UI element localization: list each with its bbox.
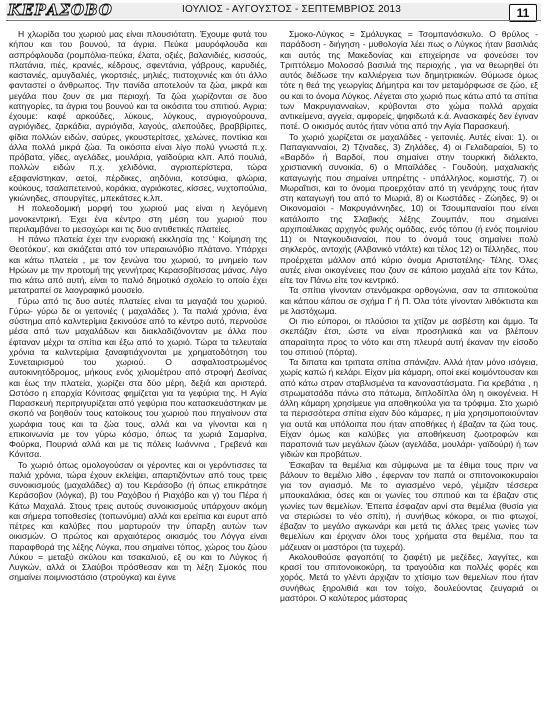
paragraph: Οι πιο εύποροι, οι πλούσιοι τα χτίζαν με ασβέστη και άμμο. Τα σκεπάζαν έτσι, ώστε να είναι προσηλιακά και να βλέπουν απαραίτητα προς το νότο και στη πλευρά αυτή έκαναν την είσοδο του σπιτιού (πόρτα).: [280, 316, 538, 357]
header-rule: [6, 20, 541, 21]
left-article-column: [9, 29, 267, 713]
paragraph: Τα σπίτια γίνονταν στενόμακρα ορθογώνια, σαν τα σπιτοκούτια και κάπου κάπου σε σχήμα Γ ή Π. Όλα τότε γίνονταν λιθόκτιστα και με λαστόχωμα.: [280, 285, 538, 316]
page-number-badge: 11: [509, 4, 537, 22]
paragraph: Τα διπατα και τριπατα σπίτια σπάνιζαν. Αλλά ήταν μόνο ισόγεια, χωρίς καπώ ή κελάρι. Είχαν μία κάμαρη, οποί εκεί κοιμόντουσαν και από κάτω στραν σταβλισμένα τα κανοναστάσματα. Για κρεβάτια , η στρωματσάδα πάνω στο πάτωμα, διπλοδίπλα όλη η οικογένεια. Η άλλη κάμαρη χρησίμευε για αποθηκούλα για τα τρόφιμα. Στο χωριό τα περισσότερα σπίτια είχαν δύο κάμαρες, η μία χρησιμοποιούνταν για ουτά και υπόλοιπα που ήταν αποθήκες ή έβαζαν τα ζώα τους. Είχαν όμως και καλύβες για αποθήκευση ζωοτροφών και παραπονιά των μεγάλων ζώων (αγελάδα, μουλάρι- γαϊδούρι) ή των γιδιών και προβάτων.: [280, 357, 538, 460]
paragraph: Ακολουθούσε φαγοπότι( το ζιαφέτι) με μεζέδες, λαγγίτες, και κρασί του σπιτονοικοκύρη, τα τραγούδια και πολλές φορές και χορός. Μετά το γλέντι άρχιζαν το χτίσιμο των θεμελίων που ήταν συνήθως ξηρολιθιά και τον τοίχο, δουλεύοντας ζευγαριά οι μαστόροι. Ο καλύτερος μάστορας: [280, 551, 538, 603]
paragraph: Έσκαβαν τα θεμέλια και σύμφωνα με τα έθιμα τους πριν να βάλουν το θεμέλιο λίθο , έφερναν τον παπά οι σπιτονοικοκυραίοι για τον αγιασμό. Με το αγιασμένο νερό, γέμιζαν τέσσερα μπουκαλάκια, όσες και οι γωνίες του σπιτιού και τα έβαζαν στις γωνίες των θεμελίων. Έπειτα έσφαζαν αρνί στα θεμέλια (θυσία για να στεριώσει το νέο σπίτι), ή συνήθως κόκορα, οι πιο φτωχοί, έβαζαν το μεγάλο αγκωνάρι και μετά τις άλλες τρεις γωνίες των θεμελίων και έριχναν όλοι τους χρήματα στα θεμέλια, που τα μάζευαν οι μαστόροι (τα τυχερά).: [280, 459, 538, 552]
paragraph: Σμοκο-Λύγκος = Σμόλυγκας = Τσομπανόσκυλο. Ο θρύλος - παράδοση - διήγηση - μυθολογία λέει πως ο Λύγκος ήταν βασιλιάς και αυτός της Μακεδονίας και επιχείρησε να φονεύσει τον Τριπτόλεμο Μολοσσό βασιλιά της περιοχής , για να θεωρηθεί ότι αυτός διέδωσε την καλλιέργεια των δημητριακών. Θύμωσε όμως τότε η θεά της γεωργίας Δήμητρα και τον μεταμόρφωσε σε ζώο, εξ ου και το όνομα Λύγκος. Λέγεται στο χωριό πως κάτω από τα σπίτια των Μακρυγιανναίων, κρύβονται στο χώμα πολλά αρχαία αντικείμενα, αγγεία, αμφορείς, ψηφιδωτά κ.ά. Ανασκαφές δεν έγιναν ποτέ. Ο οικισμός αυτός ήταν νότια από την Αγία Παρασκευή.: [280, 29, 538, 132]
paragraph: Το χωριό όπως ομολογούσαν οι γέροντες και οι γερόντισσες τα παλιά χρόνια, τώρα έχουν εκλείψει, απαρτιζόντων από τους τρεις συνοικισμούς (μαχαλάδες) α) του Κεράσοβο (ή όπως επικράτησε Κεράσοβον (λόγκα), β) του Ραχόβου ή Ριαχόβο και γ) του Πέρα ή Κάτω Μαχαλά. Στους τρεις αυτούς συνοικισμούς υπάρχουν ακόμη και σήμερα τοποθεσίες (τοπωνύμια) αλλά και ερείπια και ευρυτ από πέτρες και καλύβες που μαρτυρούν την ύπαρξη αυτών των οικισμών. Ο πρώτος και αρχαιότερος οικισμός του Λόγγα είναι παραφθορά της λέξης Λύγκα, που σημαίνει τόπος, χώρος του ζώου Λύκου = μεταξύ σκύλου και τσακαλιού, εξ ου και το Λύγκος ή Λυγκών, αλλά οι Σλαύβοι πρόσθεσαν και τη λέξη Σμοκός που σημαίνει ποιμνιοστάσιο (στρούγκα) και έγινε: [9, 459, 267, 583]
paragraph: Η πολεοδομική μορφή του χωριού μας είναι η λεγόμενη μονοκεντρική. Έχει ένα κέντρο στη μέση του χωριού που περιλαμβάνει το μεσοχώρι και τις δυο αντιθετικές πλατείες.: [9, 203, 267, 234]
newspaper-logo: ΚΕΡΑΣΟΒΟ: [8, 1, 113, 19]
paragraph: Το χωριό χωρίζεται σε μαχαλάδες - γειτονιές. Αυτές είναι: 1). οι Παπαγιανναίοι, 2) Τζιναδες, 3) Ζηλάδες, 4) οι Γελαδαραίοι, 5) το «Βαρδό» ή Βαρδοί, που σημαίνει στην τουρκική διάλεκτο, χριστιανική συνοικία, 6) ο Μπαϊλάδες - Γουδούη, μαχαλιακής καταγωγής που σημαίνει υπηρέτης - υπάλληλος, κομιστής, 7) οι Μωραΐτισι, και το όνομα προερχόταν από τη γενάρχης τους ήταν στη καταγωγή του από το Μωριά, 8) οι Κωστάδες - Ζώηδες, 9) οι Οικονομαίοι - Μακρυγιάννηδες, 10) οι Τσουμπαναίοι που είναι κατάλοιπο της Σλαβικής λέξης Ζουμπάν, που σημαίνει αρχιποιέλικας αρχηγός φυλής ομάδας, ενός τόπου (ή ενός ποιμνίου 11) οι Νταγκουδιαναίοι, που το όνομά τους σημαίνει πολύ σηκλερός, αντοχής (Αλβανικό ντάλτε) και τέλος 12) οι Τέλληδες, που προέρχεται μάλλον από κύριο όνομα Αριστοτέλης- Τέλης. Όλες αυτές είναι οικογένειες που ζουν σε κάποιο μαχαλά είτε τον Κάτω, είτε τον Πάνω είτε τον κεντρικό.: [280, 131, 538, 285]
paragraph: Η χλωρίδα του χωριού μας είναι πλουσιότατη. Έχουμε φυτά του κήπου και του βουνού, τα άγρια. Πεύκα μαυρόφλουδα και ασπρόφλουδα (ρομπόλια-πεύκα, έλατα, οξιές, βαλανιδιές, κισσούς, πλατάνια, ιτιές, κρανιές, κέδρους, σφεντάνια, γάβρους, καρυδιές, καστανιές, αμυγδαλιές, γκορτσιές, μηλιές, πιστοχυνιές και ότι άλλο φανταστεί ο άνθρωπος. Την πανίδα αποτελούν τα ζώα, μικρά και μεγάλα που ζουν σε μια περιοχή. Τα ζώα χωρίζονται σε δυο κατηγορίες, τα άγρια του βουνού και τα οικόσιτα του σπιτιού. Αγρια: έχουμε: καφέ αρκούδες, λύκους, λύγκους, αγριογούρουνα, αγριόγιδες, ζαρκάδια, αγριόγιδα, λαγούς, αλεπούδες, βραββίριτες, φίδια πολλών ειδών, σαύρες, γκουστερίτσες, χελώνες, ποντίκια και άλλα πολλά μικρά ζώα. Τα οικόσιτα είναι λίγο πολύ γνωστά π.χ. πρόβατα, γίδες, αγελάδες, μουλάρια, γαϊδούρια κλπ. Από πουλιά, πολλών ειδών π.χ. χελιδόνια, αγριοπερίστερα, τώρα εξαφανίστηκαν, αετοί, πέρδικες, αηδόνια, κοτσύφια, φλώρια, κούκους, τσαλαπετεινού, κοράκια, αγριόκοτες, κίσσες, νυχτοπούλια, γκιώνηδες, σπουργίτες, μπεκάτσες κ.λπ.: [9, 29, 267, 203]
paragraph: Γύρω από τις δυο αυτές πλατείες είναι τα μαγαζιά του χωριού. Γύρω- γύρω δε οι γειτονιές ( μαχαλάδες ). Τα παλιά χρόνια, ένα σύστημα από καλντερίμια ξεκινούσε από το κέντρο αυτό, περνούσε μέσα από των μαχαλάδων και διακλαδιζόνονταν με άλλα που έφταναν μέχρι τα σπίτια και έξω από το χωριό. Τώρα τα τελευταία χρόνια τα καλντερίμια ξαναφτιάχνονται με χρηματοδότηση του Συνεταιρισμού του χωριού. Ο ασφαλτοστρωμένος αυτοκινητόδρομος, μήκους ενός χιλιομέτρου από στροφή Δεσίνας και έως την πλατεία, χωρίζει στα δύο μέρη, δεξιά και αριστερά. Ωστόσο η επαρχία Κόνιτσας φημίζεται για τα γεφύρια της. Η Αγία Παρασκευή περιτριγυρίζεται από γεφύρια που κατασκευάστηκαν με σκοπό να βοηθούν τους κατοίκους του χωριού που πηγαίνουν στα χωράφια τους και τα ζώα τους, αλλά και να γίνονται και η επικοινωνία με τον γύρω κόσμο, όπως τα χωριά Σαμαρίνα, Φούρκα, Πουρνιά αλλά και με τις πόλεις Ιωάννινα , Γρεβενά και Κόνιτσα.: [9, 295, 267, 460]
right-article-column: [280, 29, 538, 713]
issue-date: ΙΟΥΛΙΟΣ - ΑΥΓΟΥΣΤΟΣ - ΣΕΠΤΕΜΒΡΙΟΣ 2013: [182, 4, 401, 15]
paragraph: Η πάνω πλατεία έχει την ενοριακή εκκλησία της ‘ Κοίμηση της Θεοτόκου’, και σκιάζεται από τον υπεραιωνόβιο πλάτανο. Υπάρχει και κάτω πλατεία , με τον ξενώνα του χωριού, το μνημείο των Ηρώων με την προτομή της γεννήτρας Κερασοβίτισσας μάνας. Λίγο πιο κάτω από αυτή, είναι το παλιό δημοτικό σχολείο το οποίο έχει μετατραπεί σε λαογραφικό μουσείο.: [9, 234, 267, 296]
